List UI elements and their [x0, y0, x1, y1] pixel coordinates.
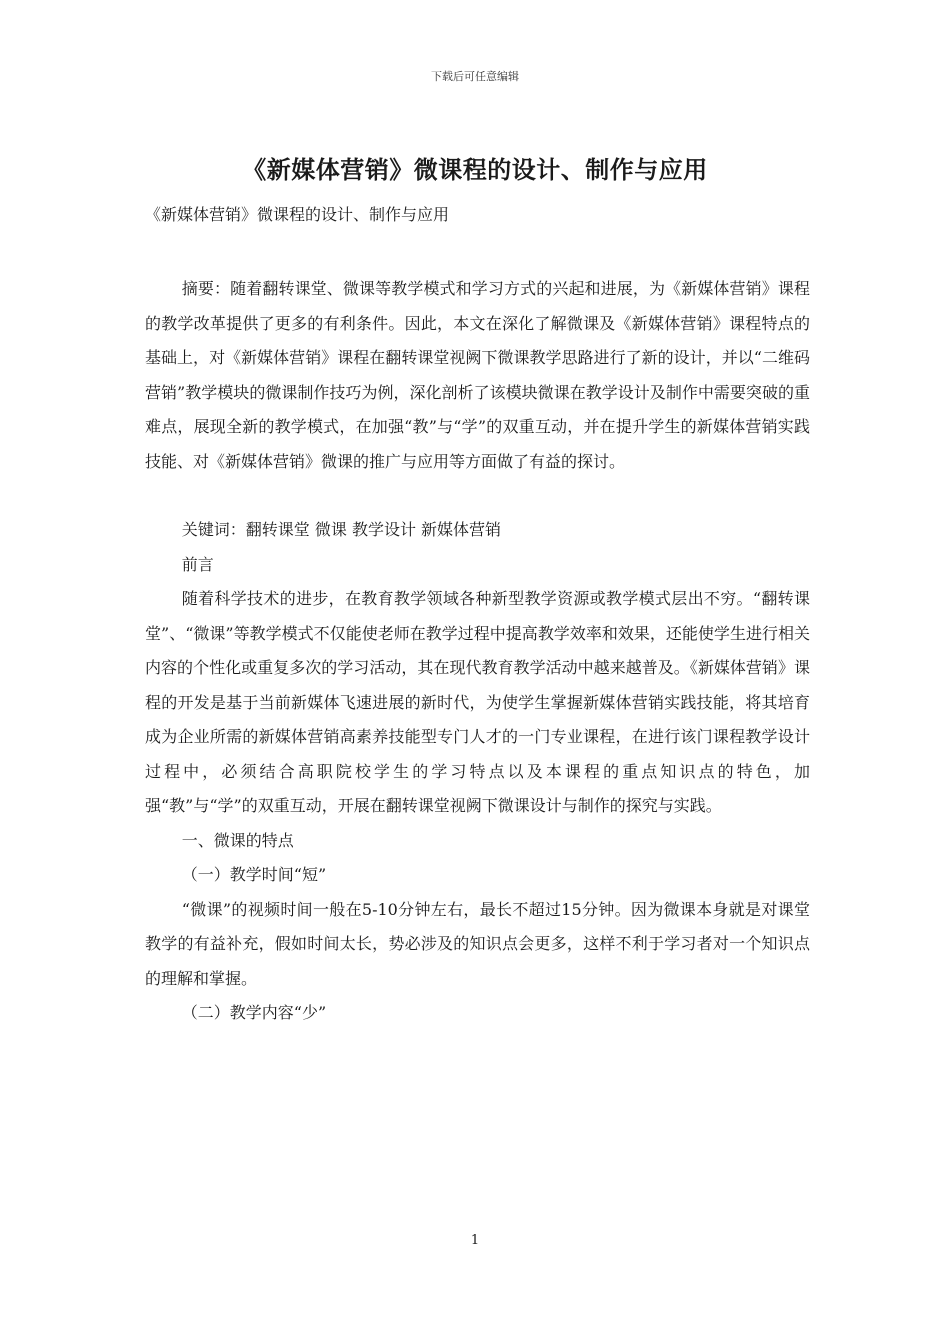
section-1-1-paragraph: “微课”的视频时间一般在5-10分钟左右，最长不超过15分钟。因为微课本身就是对课堂教学的有益补充，假如时间太长，势必涉及的知识点会更多，这样不利于学习者对一个知识点的理解和掌握。 [145, 899, 810, 988]
header-note: 下载后可任意编辑 [431, 70, 519, 83]
preface-heading: 前言 [181, 554, 214, 574]
section-1-heading: 一、微课的特点 [181, 830, 294, 850]
document-body [145, 272, 810, 1031]
section-1-2-heading: （二）教学内容“少” [181, 1003, 327, 1022]
keywords-line: 关键词：翻转课堂 微课 教学设计 新媒体营销 [181, 520, 502, 539]
document-title: 《新媒体营销》微课程的设计、制作与应用 [242, 155, 708, 184]
document-subtitle: 《新媒体营销》微课程的设计、制作与应用 [145, 205, 450, 224]
abstract-paragraph: 摘要：随着翻转课堂、微课等教学模式和学习方式的兴起和进展，为《新媒体营销》课程的教学改革提供了更多的有利条件。因此，本文在深化了解微课及《新媒体营销》课程特点的基础上，对《新媒体营销》课程在翻转课堂视阙下微课教学思路进行了新的设计，并以“二维码营销”教学模块的微课制作技巧为例，深化剖析了该模块微课在教学设计及制作中需要突破的重难点，展现全新的教学模式，在加强“教”与“学”的双重互动，并在提升学生的新媒体营销实践技能、对《新媒体营销》微课的推广与应用等方面做了有益的探讨。 [145, 279, 810, 471]
page-number: 1 [470, 1233, 480, 1248]
section-1-1-heading: （一）教学时间“短” [181, 865, 327, 884]
preface-paragraph: 随着科学技术的进步，在教育教学领域各种新型教学资源或教学模式层出不穷。“翻转课堂”、“微课”等教学模式不仅能使老师在教学过程中提高教学效率和效果，还能使学生进行相关内容的个性化或重复多次的学习活动，其在现代教育教学活动中越来越普及。《新媒体营销》课程的开发是基于当前新媒体飞速进展的新时代，为使学生掌握新媒体营销实践技能，将其培育成为企业所需的新媒体营销高素养技能型专门人才的一门专业课程，在进行该门课程教学设计过程中，必须结合高职院校学生的学习特点以及本课程的重点知识点的特色，加强“教”与“学”的双重互动，开展在翻转课堂视阙下微课设计与制作的探究与实践。 [145, 589, 810, 815]
